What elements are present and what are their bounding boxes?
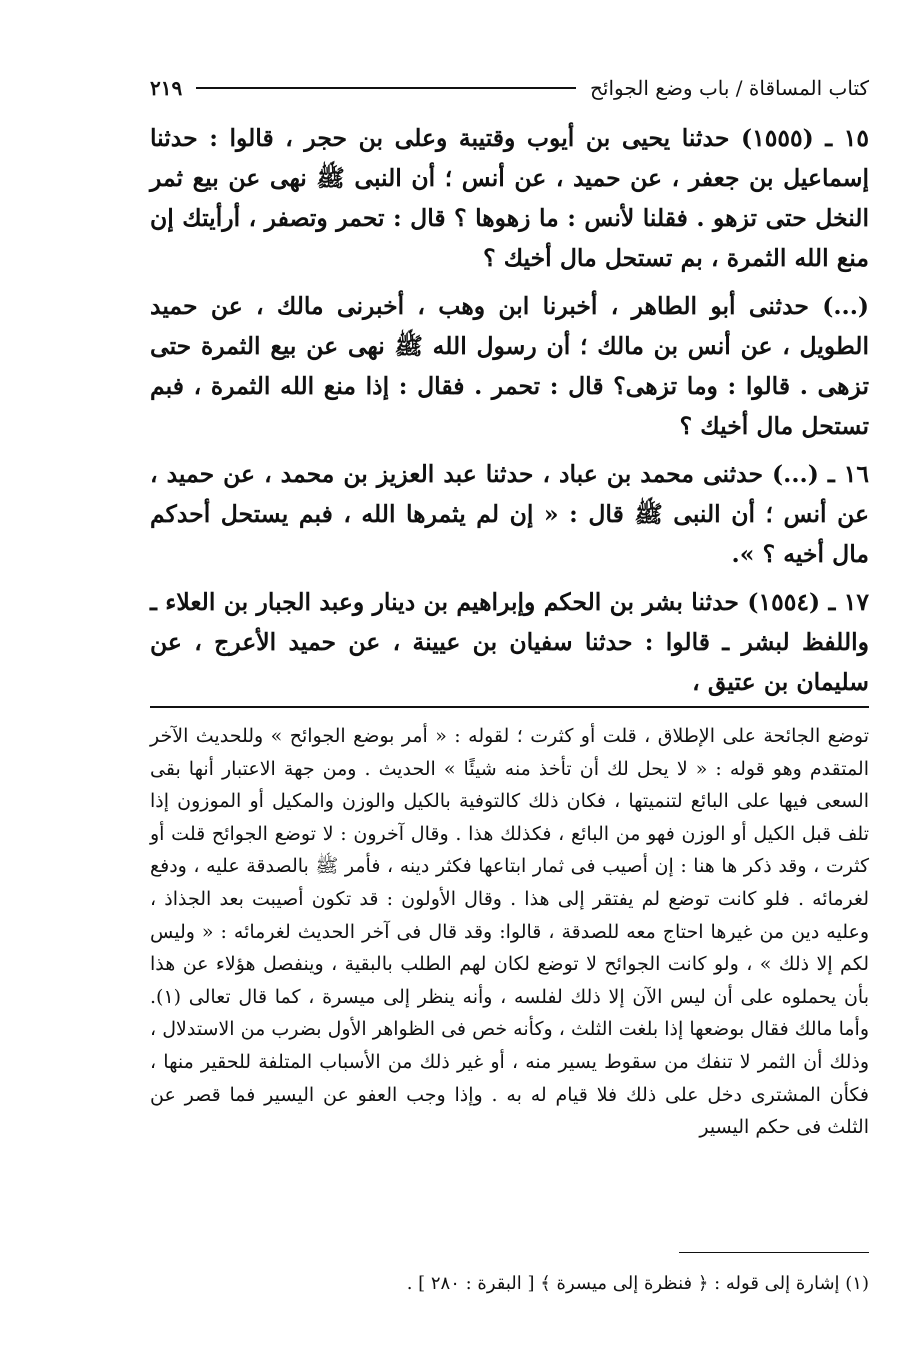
- hadith-paragraph-16: ١٦ ـ (...) حدثنى محمد بن عباد ، حدثنا عبد العزيز بن محمد ، عن حميد ، عن أنس ؛ أن النبى ﷺ قال : « إن لم يثمرها الله ، فبم يستحل أحدكم مال أخيه ؟ ».: [150, 460, 869, 568]
- commentary-paragraph: توضع الجائحة على الإطلاق ، قلت أو كثرت ؛ لقوله : « أمر بوضع الجوائح » وللحديث الآخر المتقدم وهو قوله : « لا يحل لك أن تأخذ منه شيئًا » الحديث . ومن جهة الاعتبار أنها بقى السعى فيها على البائع لتنميتها ، فكان ذلك كالتوفية بالكيل والوزن والمكيل أو الموزون إذا تلف قبل الكيل أو الوزن فهو من البائع ، فكذلك هذا . وقال آخرون : لا توضع الجوائح قلت أو كثرت ، وقد ذكر ها هنا : إن أصيب فى ثمار ابتاعها فكثر دينه ، فأمر ﷺ بالصدقة عليه ، ودفع لغرمائه . فلو كانت توضع لم يفتقر إلى هذا . وقال الأولون : قد تكون أصيبت بعد الجذاذ ، وعليه دين من غيرها احتاج معه للصدقة ، قالوا: وقد قال فى آخر الحديث لغرمائه : « وليس لكم إلا ذلك » ، ولو كانت الجوائح لا توضع لكان لهم الطلب بالبقية ، وينفصل هؤلاء عن هذا بأن يحملوه على أن ليس الآن إلا ذلك لفلسه ، وأنه ينظر إلى ميسرة ، كما قال تعالى (١). وأما مالك فقال بوضعها إذا بلغت الثلث ، وكأنه خص فى الظواهر الأول بضرب من الاستدلال ، وذلك أن الثمر لا تنفك من سقوط يسير منه ، أو غير ذلك من الأسباب المتلفة للحقير منها ، فكأن المشترى دخل على ذلك فلا قيام له به . وإذا وجب العفو عن اليسير فما قصر عن الثلث فى حكم اليسير: [150, 725, 869, 1139]
- hadith-paragraph-17: ١٧ ـ (١٥٥٤) حدثنا بشر بن الحكم وإبراهيم بن دينار وعبد الجبار بن العلاء ـ واللفظ لبشر ـ قالوا : حدثنا سفيان بن عيينة ، عن حميد الأعرج ، عن سليمان بن عتيق ،: [150, 588, 869, 696]
- hadith-paragraph-15-variant: (...) حدثنى أبو الطاهر ، أخبرنا ابن وهب ، أخبرنى مالك ، عن حميد الطويل ، عن أنس بن مالك ؛ أن رسول الله ﷺ نهى عن بيع الثمرة حتى تزهى . قالوا : وما تزهى؟ قال : تحمر . فقال : إذا منع الله الثمرة ، فبم تستحل مال أخيك ؟: [150, 292, 869, 440]
- footnote-separator: [679, 1252, 869, 1253]
- footnote-text: (١) إشارة إلى قوله : ﴿ فنظرة إلى ميسرة ﴾ [ البقرة : ٢٨٠ ] .: [406, 1273, 869, 1294]
- page-number: ٢١٩: [150, 76, 183, 100]
- hadith-text: [150, 118, 869, 710]
- commentary-separator: [150, 706, 869, 708]
- header-rule: [196, 87, 576, 89]
- footnote: [150, 1270, 869, 1298]
- hadith-paragraph-15: ١٥ ـ (١٥٥٥) حدثنا يحيى بن أيوب وقتيبة وعلى بن حجر ، قالوا : حدثنا إسماعيل بن جعفر ، عن حميد ، عن أنس ؛ أن النبى ﷺ نهى عن بيع ثمر النخل حتى تزهو . فقلنا لأنس : ما زهوها ؟ قال : تحمر وتصفر ، أرأيتك إن منع الله الثمرة ، بم تستحل مال أخيك ؟: [150, 124, 869, 272]
- running-header: [150, 70, 869, 106]
- commentary: [150, 720, 869, 1144]
- chapter-title: كتاب المساقاة / باب وضع الجوائح: [590, 76, 869, 100]
